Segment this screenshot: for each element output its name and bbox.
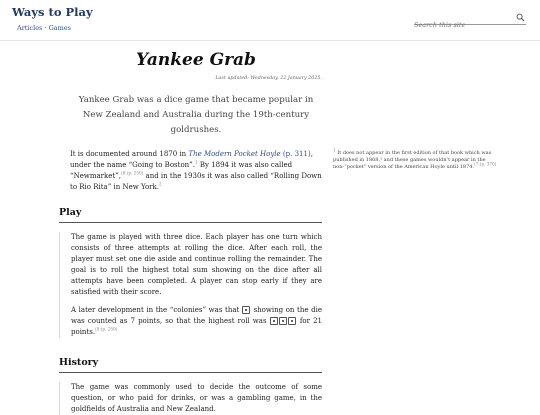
- site-title[interactable]: Ways to Play: [12, 5, 93, 19]
- site-nav: [17, 24, 71, 32]
- sidenote: [333, 147, 511, 171]
- search-icon[interactable]: [516, 13, 525, 22]
- play-body: [59, 232, 322, 338]
- citation-ref[interactable]: (8:(p. 250): [121, 170, 144, 176]
- die-one-icon: [270, 317, 278, 325]
- play-text: A later development in the “colonies” was that: [71, 306, 242, 314]
- intro-text: By 1894 it was also called “Newmarket”,: [70, 161, 293, 180]
- die-one-icon: [279, 317, 287, 325]
- citation-ref[interactable]: (8:(p. 250): [95, 326, 118, 332]
- search-input[interactable]: [414, 20, 510, 31]
- book-link[interactable]: The Modern Pocket Hoyle: [188, 150, 281, 158]
- page-title: Yankee Grab: [136, 50, 256, 70]
- play-paragraph: [71, 305, 322, 338]
- sidenote-number: 1: [333, 147, 336, 153]
- intro-text: , under the name “Going to Boston”.: [70, 150, 313, 169]
- nav-articles-link[interactable]: Articles: [17, 24, 43, 32]
- history-section: [59, 357, 322, 415]
- history-heading: History: [59, 357, 322, 373]
- play-heading: Play: [59, 207, 322, 223]
- nav-games-link[interactable]: Games: [48, 24, 72, 32]
- citation-ref[interactable]: (7:(p. 370): [474, 161, 497, 167]
- history-body: [59, 382, 322, 415]
- play-text: showing on the die was counted as 7 points, so that the highest roll was: [71, 306, 322, 325]
- history-paragraph: The game was commonly used to decide the outcome of some question, or who paid for drinks, or was a gambling game, in the goldfields of Australia and New Zealand.: [71, 383, 322, 413]
- lede-paragraph: Yankee Grab was a dice game that became popular in New Zealand and Australia during the 19th-century goldrushes.: [78, 95, 314, 135]
- die-one-icon: [242, 306, 250, 314]
- footnote-ref[interactable]: 1: [194, 159, 198, 165]
- sidenote-text: It does not appear in the first edition of that book which was published in 1868,¹ and these games wouldn’t appear in the non-“pocket” version of the American Hoyle until 1874.: [333, 150, 492, 170]
- search-box: [414, 12, 526, 25]
- article: [59, 50, 322, 415]
- intro-text: and in the 1930s it was also called “Rolling Down to Rio Rita” in New York.: [70, 172, 322, 191]
- intro-paragraph: [70, 149, 322, 193]
- last-updated: Last updated: Wednesday, 22 January 2025.: [215, 76, 322, 81]
- play-paragraph: The game is played with three dice. Each player has one turn which consists of three attempts at rolling the dice. After each roll, the player must set one die aside and continue rolling the remainder. The goal is to roll the highest total sum showing on the dice after all attempts have been completed. A player can stop early if they are satisfied with their score.: [71, 233, 322, 296]
- footnote-ref[interactable]: 2: [159, 181, 162, 187]
- page-ref-link[interactable]: (p. 311): [282, 150, 311, 158]
- play-text: for 21 points.: [71, 317, 322, 336]
- nav-separator: ·: [42, 24, 49, 32]
- intro-text: It is documented around 1870 in: [70, 150, 189, 158]
- play-section: [59, 207, 322, 338]
- site-header: [0, 0, 540, 41]
- die-one-icon: [288, 317, 296, 325]
